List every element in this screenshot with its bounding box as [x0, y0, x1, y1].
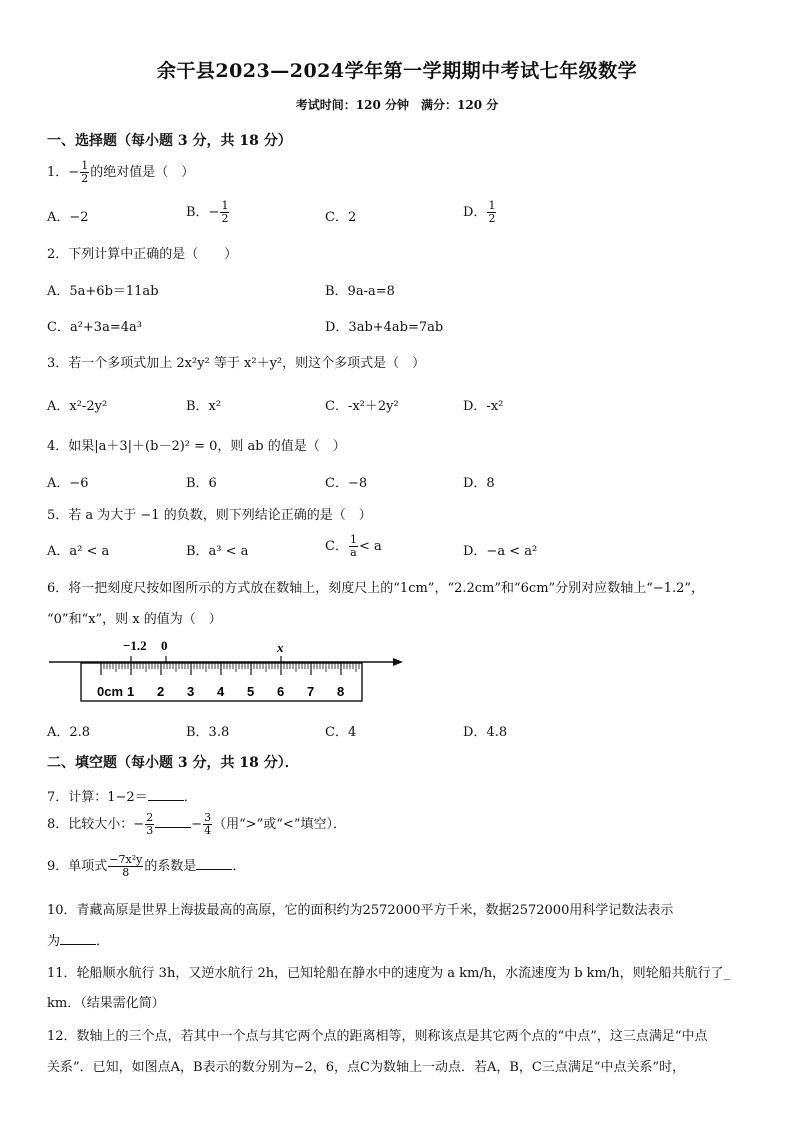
- option-b: B．a³ < a: [186, 544, 249, 559]
- denominator: 2: [488, 212, 496, 225]
- question-tail: ．: [183, 790, 197, 805]
- fraction: [145, 812, 154, 837]
- numerator: 3: [204, 811, 212, 824]
- label-x: x: [277, 640, 284, 655]
- question-2-stem: 2．下列计算中正确的是（ ）: [47, 247, 238, 262]
- question-12-line1: 12．数轴上的三个点，若其中一个点与其它两个点的距离相等，则称该点是其它两个点的“中点”，这三点满足“中点: [47, 1029, 708, 1044]
- option-b: B．9a-a=8: [325, 284, 395, 299]
- question-6-stem-line1: 6．将一把刻度尺按如图所示的方式放在数轴上，刻度尺上的“1cm”，“2.2cm”和“6cm”分别对应数轴上“−1.2”，: [47, 581, 705, 596]
- question-text: 8．比较大小：: [47, 817, 134, 832]
- numerator: 1: [221, 199, 229, 212]
- ruler-ticks: [101, 663, 359, 675]
- question-8: [47, 812, 346, 837]
- ruler-number-line-diagram: [47, 632, 407, 704]
- answer-blank[interactable]: [155, 815, 191, 828]
- section-heading-fill: 二、填空题（每小题 3 分，共 18 分）．: [47, 755, 299, 771]
- option-d: [463, 200, 497, 225]
- denominator: 4: [204, 824, 212, 837]
- option-a: A．a² < a: [47, 544, 110, 559]
- option-c: C．2: [325, 210, 357, 225]
- answer-blank[interactable]: [196, 857, 232, 870]
- answer-blank[interactable]: [148, 788, 184, 801]
- option-c: C．−8: [325, 476, 368, 491]
- question-12-line2: 关系”．已知，如图点A，B表示的数分别为−2，6，点C为数轴上一动点．若A，B，C三点满足“中点关系”时，: [47, 1060, 686, 1075]
- question-10-line1: 10．青藏高原是世界上海拔最高的高原，它的面积约为2572000平方千米，数据2572000用科学记数法表示: [47, 903, 674, 918]
- question-9: [47, 854, 245, 879]
- numerator: −7x²y: [109, 853, 143, 866]
- denominator: 8: [122, 866, 130, 879]
- question-3-stem: 3．若一个多项式加上 2x²y² 等于 x²＋y²，则这个多项式是（ ）: [47, 356, 426, 371]
- question-6-stem-line2: “0”和“x”，则 x 的值为（ ）: [47, 612, 222, 627]
- question-7: [47, 786, 197, 805]
- ruler-number: 4: [217, 684, 225, 699]
- option-b: B．x²: [186, 399, 222, 414]
- option-c: C．-x²＋2y²: [325, 399, 399, 414]
- arrow-head-icon: [393, 658, 403, 666]
- ruler-cm-label: 0cm: [97, 684, 124, 699]
- numerator: 1: [349, 533, 357, 546]
- fraction: [487, 200, 496, 225]
- numerator: 2: [146, 811, 154, 824]
- minus-sign: −: [133, 817, 145, 832]
- option-d: D．3ab+4ab=7ab: [325, 320, 444, 335]
- option-d: D．−a < a²: [463, 544, 538, 559]
- option-c: C．4: [325, 725, 357, 740]
- question-1-stem: [47, 160, 194, 185]
- option-a: A．−6: [47, 476, 89, 491]
- denominator: 3: [146, 824, 154, 837]
- option-a: A．−2: [47, 210, 89, 225]
- exam-info: 考试时间：120 分钟 满分：120 分: [295, 98, 499, 112]
- ruler-number: 1: [127, 684, 135, 699]
- fraction: [203, 812, 212, 837]
- option-d: D．-x²: [463, 399, 504, 414]
- question-11-line2: km．（结果需化简）: [47, 996, 165, 1011]
- denominator: 2: [81, 172, 89, 185]
- ruler-number: 2: [157, 684, 165, 699]
- label-neg: −1.2: [123, 638, 147, 653]
- question-4-stem: 4．如果|a＋3|＋(b－2)² = 0，则 ab 的值是（ ）: [47, 439, 346, 454]
- numerator: 1: [81, 159, 89, 172]
- question-text: 的绝对值是（ ）: [90, 165, 195, 180]
- ruler-numbers: [127, 684, 344, 699]
- option-label: D．: [463, 205, 487, 220]
- ruler-number: 7: [307, 684, 315, 699]
- option-b: [186, 200, 230, 225]
- option-label: B．−: [186, 205, 220, 220]
- option-c: [325, 534, 382, 559]
- numerator: 1: [488, 199, 496, 212]
- fraction: [349, 534, 358, 559]
- question-11-line1: 11．轮船顺水航行 3h，又逆水航行 2h，已知轮船在静水中的速度为 a km/h，水流速度为 b km/h，则轮船共航行了_: [47, 966, 731, 981]
- ruler-number: 5: [247, 684, 255, 699]
- option-c: C．a²+3a=4a³: [47, 320, 142, 335]
- question-text: 7．计算：1−2＝: [47, 790, 148, 805]
- page-title: 余干县2023—2024学年第一学期期中考试七年级数学: [156, 60, 638, 82]
- section-heading-choice: 一、选择题（每小题 3 分，共 18 分）: [47, 133, 292, 149]
- denominator: 2: [221, 212, 229, 225]
- fraction: [80, 160, 89, 185]
- denominator: a: [350, 546, 357, 559]
- answer-blank[interactable]: [60, 932, 96, 945]
- option-text: < a: [358, 539, 382, 554]
- option-d: D．8: [463, 476, 495, 491]
- ruler-number: 3: [187, 684, 195, 699]
- option-a: A．2.8: [47, 725, 91, 740]
- minus-sign: −: [191, 817, 203, 832]
- question-text: 为: [47, 934, 61, 949]
- ruler-number: 6: [277, 684, 285, 699]
- fraction: [220, 200, 229, 225]
- option-label: C．: [325, 539, 348, 554]
- option-a: A．5a+6b＝11ab: [47, 284, 159, 299]
- question-tail: （用“>”或“<”填空）．: [213, 817, 346, 832]
- question-5-stem: 5．若 a 为大于 −1 的负数，则下列结论正确的是（ ）: [47, 508, 372, 523]
- question-10-line2: [47, 930, 109, 949]
- question-text: 的系数是: [144, 859, 197, 874]
- ruler-figure: [47, 632, 407, 708]
- minus-sign: −: [68, 165, 80, 180]
- monomial-fraction: [108, 854, 143, 879]
- question-number: 1．: [47, 165, 69, 180]
- option-b: B．6: [186, 476, 217, 491]
- option-d: D．4.8: [463, 725, 508, 740]
- question-tail: ．: [232, 859, 246, 874]
- question-text: 9．单项式: [47, 859, 108, 874]
- question-tail: ．: [96, 934, 110, 949]
- label-zero: 0: [161, 638, 168, 653]
- ruler-number: 8: [337, 684, 345, 699]
- option-b: B．3.8: [186, 725, 230, 740]
- option-a: A．x²-2y²: [47, 399, 108, 414]
